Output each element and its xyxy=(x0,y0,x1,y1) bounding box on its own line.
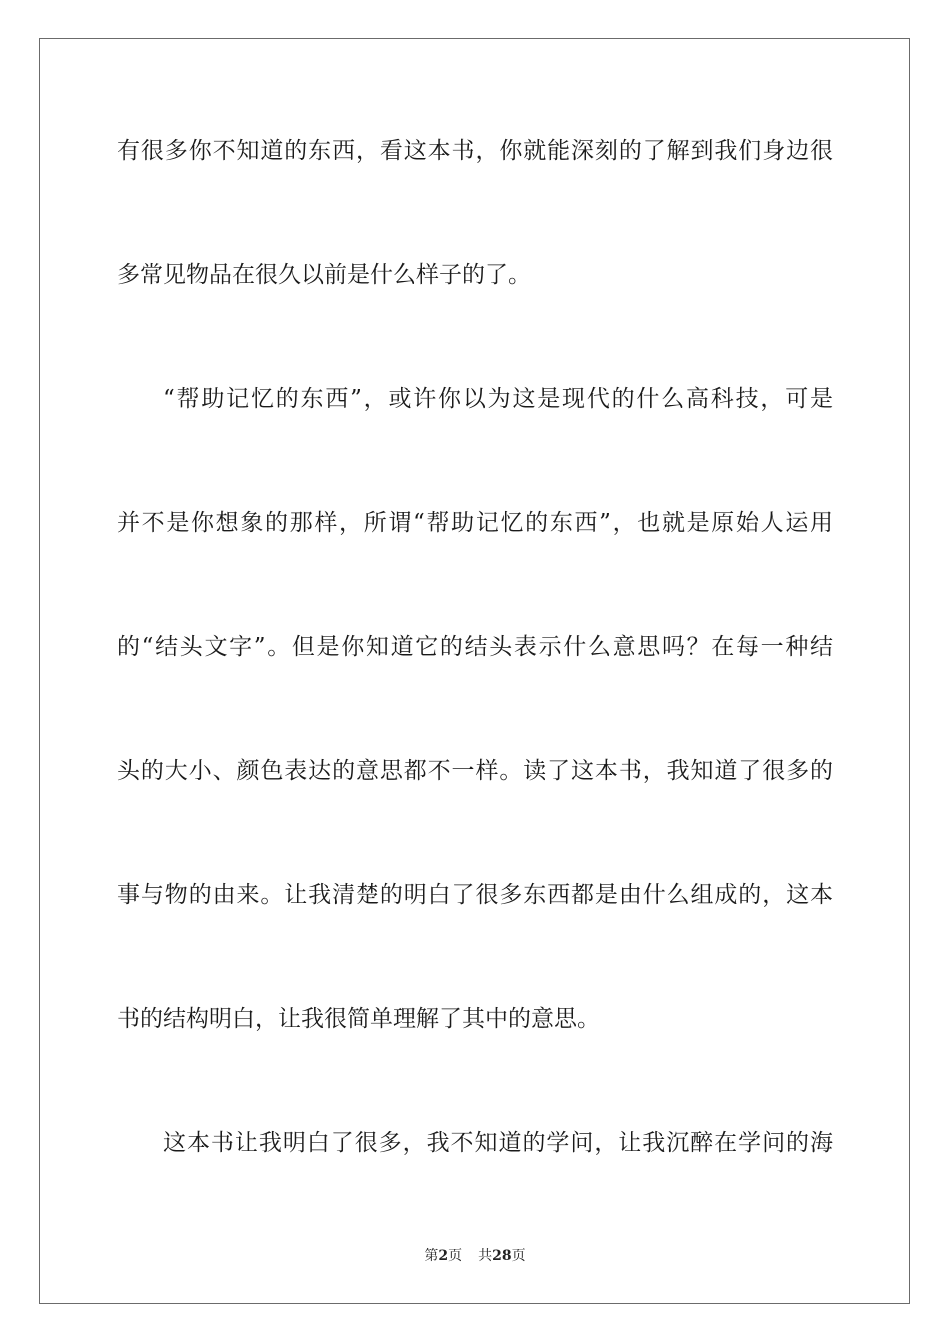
text-line-6: 头的大小、颜色表达的意思都不一样。读了这本书，我知道了很多的 xyxy=(117,758,833,784)
page-total: 28 xyxy=(492,1248,512,1264)
text-line-9: 这本书让我明白了很多，我不知道的学问，让我沉醉在学问的海 xyxy=(163,1130,833,1156)
total-suffix: 页 xyxy=(511,1248,526,1264)
page-border xyxy=(39,38,910,1304)
page-suffix: 页 xyxy=(448,1248,463,1264)
page-prefix: 第 xyxy=(424,1248,439,1264)
text-line-5: 的“结头文字”。但是你知道它的结头表示什么意思吗？在每一种结 xyxy=(117,634,833,660)
total-prefix: 共 xyxy=(478,1248,493,1264)
page-current: 2 xyxy=(438,1248,449,1264)
text-line-1: 有很多你不知道的东西，看这本书，你就能深刻的了解到我们身边很 xyxy=(117,138,833,164)
text-line-3: “帮助记忆的东西”，或许你以为这是现代的什么高科技，可是 xyxy=(163,386,833,412)
text-line-8: 书的结构明白，让我很简单理解了其中的意思。 xyxy=(117,1006,600,1032)
text-line-7: 事与物的由来。让我清楚的明白了很多东西都是由什么组成的，这本 xyxy=(117,882,833,908)
page-footer xyxy=(0,1246,950,1266)
text-line-2: 多常见物品在很久以前是什么样子的了。 xyxy=(117,262,531,288)
text-line-4: 并不是你想象的那样，所谓“帮助记忆的东西”，也就是原始人运用 xyxy=(117,510,833,536)
